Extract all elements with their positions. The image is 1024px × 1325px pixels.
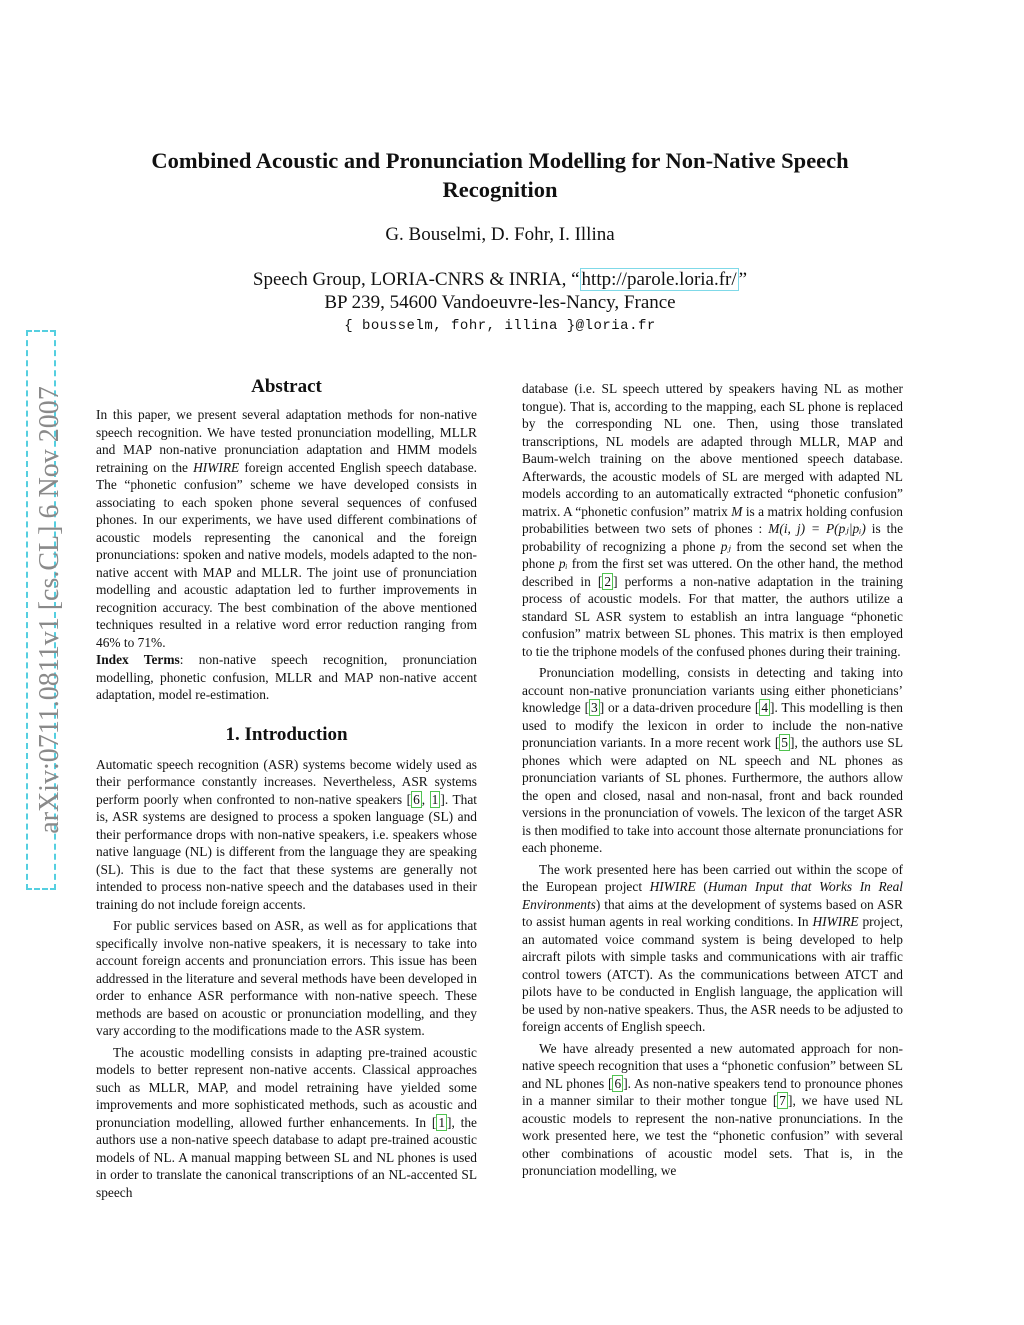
intro-paragraph-4: Pronunciation modelling, consists in detecting and taking into account non-native pronunciation variants using either phoneticians’ knowledge [ 3 ] or a data-driven procedure [ 4 ]. This modelling is then used to modify the lexicon in order to include the non-native pronunciation variants. In a more recent work [ 5 ], the authors use SL phones which were adapted on NL speech and NL phones as pronunciation variants of SL phones. Furthermore, the authors allow the open and closed, nasal and non-nasal, front and back rounded versions in the pronunciation of vowels. The lexicon of the target ASR is then modified to take into account those alternate pronunciations for each phoneme. [522, 665, 903, 855]
affiliation-prefix: Speech Group, LORIA-CNRS & INRIA, “ [252, 269, 580, 290]
citation-6[interactable]: 6 [413, 791, 420, 807]
arxiv-sidebar [18, 330, 68, 890]
right-column [522, 380, 903, 1180]
index-terms-label: Index Terms [96, 652, 180, 667]
arxiv-identifier[interactable]: arXiv:0711.0811v1 [cs.CL] 6 Nov 2007 [34, 386, 65, 834]
citation-5[interactable]: 5 [781, 735, 788, 750]
intro-paragraph-3: The acoustic modelling consists in adapting pre-trained acoustic models to better represent non-native accents. Classical approaches such as MLLR, MAP, and model retraining have yielded some improvements and more sophisticated methods, such as acoustic and pronunciation modelling, allowed further enhancements. In [ 1 ], the authors use a non-native speech database to adapt pre-trained acoustic models of NL. A manual mapping between SL and NL phones is used in order to translate the canonical transcriptions of an NL-accented SL speech [96, 1044, 477, 1200]
affiliation-suffix: ” [738, 269, 748, 290]
citation-1[interactable]: 1 [438, 1114, 446, 1130]
affiliation [100, 268, 900, 314]
intro-paragraph-2: For public services based on ASR, as well as for applications that specifically involve non-native speakers, it is necessary to take into account foreign accents and pronunciation errors. This issue has been addressed in the literature and several methods have been developed in order to enhance ASR performance with non-native speech. These methods are based on acoustic or pronunciation modelling, and they vary according to the modifications made to the ASR system. [96, 918, 477, 1038]
paper-authors: G. Bouselmi, D. Fohr, I. Illina [385, 224, 615, 245]
affiliation-address: BP 239, 54600 Vandoeuvre-les-Nancy, France [324, 292, 676, 313]
abstract-paragraph: In this paper, we present several adaptation methods for non-native speech recognition. We have tested pronunciation modelling, MLLR and MAP non-native pronunciation adaptation and HMM models retraining on the HIWIRE foreign accented English speech database. The “phonetic confusion” scheme we have developed consists in associating to each spoken phone several sequences of confused phones. In our experiments, we have used different combinations of acoustic models representing the canonical and the foreign pronunciations: spoken and native models, models adapted to the non-native accent with MAP and MLLR. The joint use of pronunciation modelling and acoustic adaptation led to further improvements in recognition accuracy. The best combination of the above mentioned techniques resulted in a relative word error reduction ranging from 46% to 71%. [96, 407, 477, 650]
left-column [96, 374, 477, 1201]
citation-6[interactable]: 6 [614, 1075, 622, 1091]
introduction-heading: 1. Introduction [225, 723, 348, 745]
affiliation-link[interactable]: http://parole.loria.fr/ [581, 269, 737, 290]
citation-4[interactable]: 4 [761, 700, 769, 715]
citation-3[interactable]: 3 [591, 700, 598, 715]
intro-paragraph-5: The work presented here has been carried out within the scope of the European project HIWIRE (Human Input that Works In Real Environments) that aims at the development of systems based on ASR to assist human agents in real working conditions. In HIWIRE project, an automated voice command system is being developed to help aircraft pilots with simple tasks and communications with air traffic control towers (ATCT). As the communications between ATCT and pilots have to be conducted in English language, the application will be used by non-native speakers. Thus, the ASR needs to be adjusted to foreign accents of English speech. [522, 861, 904, 1034]
abstract-heading: Abstract [251, 376, 322, 397]
intro-paragraph-1: Automatic speech recognition (ASR) systems become widely used as their performance constantly increases. Nevertheless, ASR systems perform poorly when confronted to non-native speakers [ 6 , 1 ]. That is, ASR systems are designed to process a spoken language (SL) and their performance drops with non-native speakers, i.e. speakers whose native language (NL) is different from the language they are speaking (SL). This is due to the fact that these systems are generally not intended to process non-native speech and the databases used in their training do not include foreign accents. [96, 756, 477, 912]
citation-7[interactable]: 7 [779, 1093, 786, 1108]
confusion-formula: M(i, j) = P(pⱼ|pᵢ) [768, 521, 866, 536]
intro-paragraph-6: We have already presented a new automated approach for non-native speech recognition that uses a “phonetic confusion” between SL and NL phones [ 6 ]. As non-native speakers tend to pronounce phones in a manner similar to their mother tongue [ 7 ], we have used NL acoustic models to represent the non-native pronunciations. In the work presented here, we test the “phonetic confusion” with several other combinations of acoustic model sets. That is, in the pronunciation modelling, we [522, 1040, 904, 1178]
paper-title: Combined Acoustic and Pronunciation Modelling for Non-Native Speech Recognition [151, 148, 849, 202]
citation-1[interactable]: 1 [431, 791, 439, 807]
index-terms: Index Terms: non-native speech recognition, pronunciation modelling, phonetic confusion, MLLR and MAP non-native accent adaptation, model re-estimation. [96, 652, 477, 702]
intro-paragraph-3-continued: database (i.e. SL speech uttered by speakers having NL as mother tongue). That is, according to the mapping, each SL phone is replaced by the corresponding NL one. Then, using those translated transcriptions, NL models are adapted through MLLR, MAP and Baum-welch training on the above mentioned speech database. Afterwards, the acoustic models of SL are merged with adapted NL models according to an automatically extracted “phonetic confusion” matrix. A “phonetic confusion” matrix M is a matrix holding confusion probabilities between two sets of phones : M(i, j) = P(pⱼ|pᵢ) is the probability of recognizing a phone pⱼ from the second set when the phone pᵢ from the first set was uttered. On the other hand, the method described in [ 2 ] performs a non-native adaptation in the training process of acoustic models. For that matter, the authors utilize a standard SL ASR system to establish an intra language “phonetic confusion” matrix between SL phones. This matrix is then employed to tie the triphone models of the confused phones during their training. [522, 381, 904, 659]
author-emails: { bousselm, fohr, illina }@loria.fr [344, 318, 656, 334]
citation-2[interactable]: 2 [604, 573, 612, 589]
